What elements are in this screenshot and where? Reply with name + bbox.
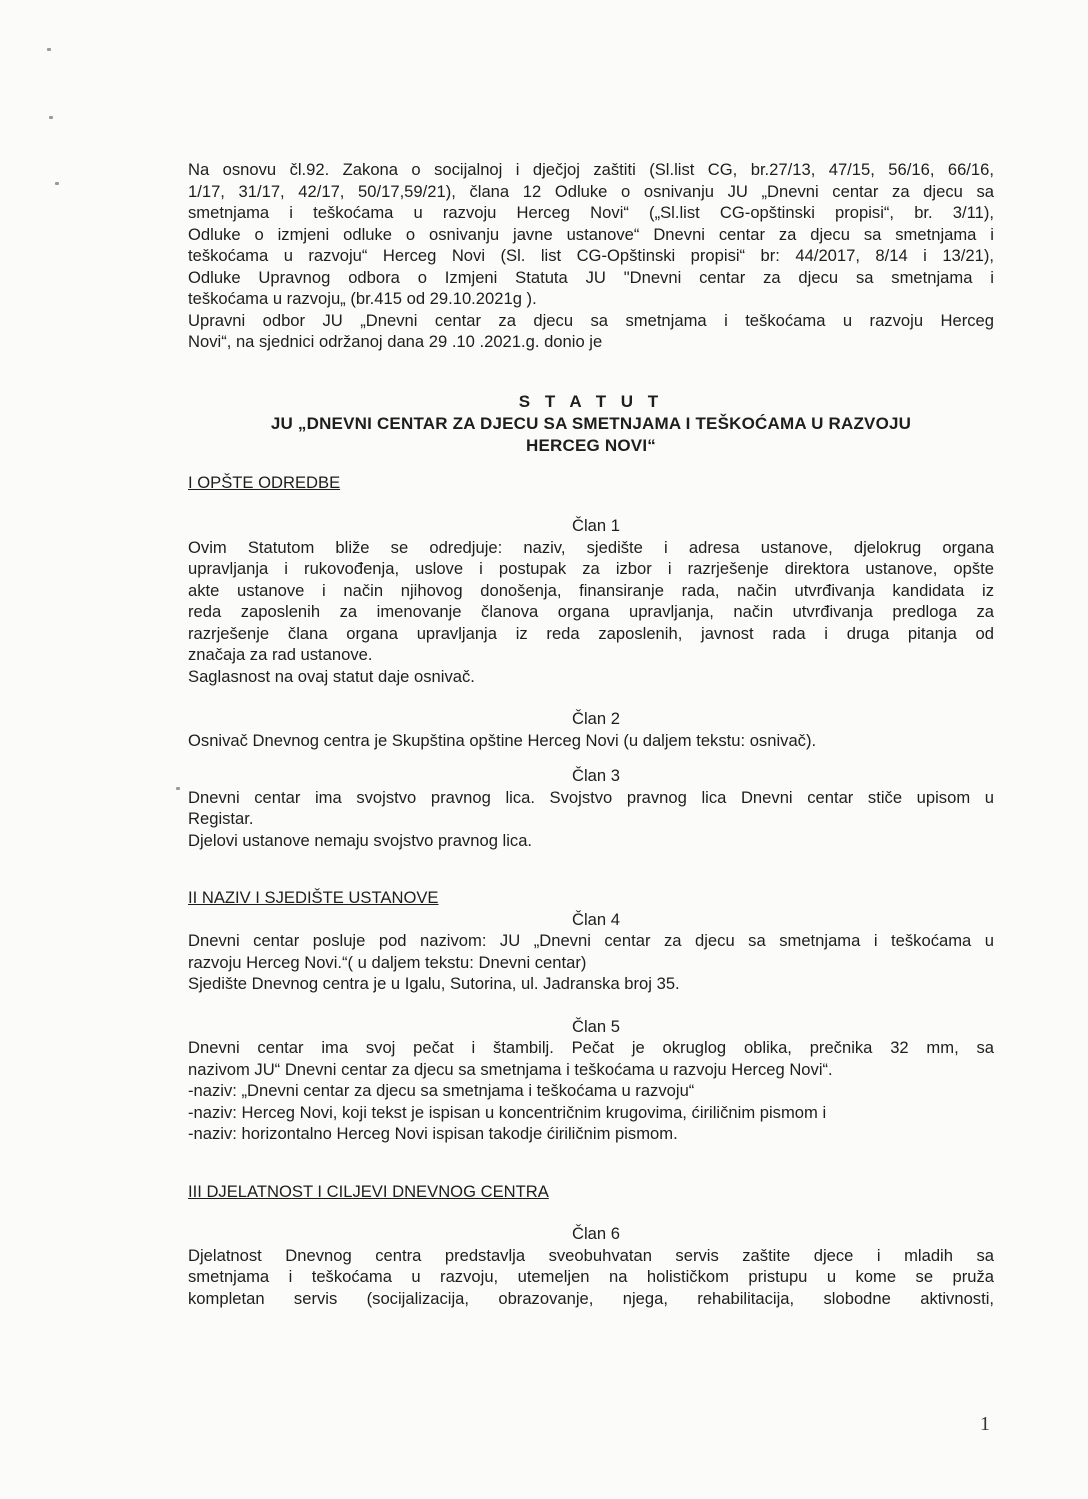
intro-line: 1/17, 31/17, 42/17, 50/17,59/21), člana 12 Odluke o osnivanju JU „Dnevni centar za djecu sa [188, 181, 994, 201]
intro-line: Odluke Upravnog odbora o Izmjeni Statuta JU "Dnevni centar za djecu sa smetnjama i [188, 267, 994, 287]
article-heading: Član 1 [572, 516, 620, 535]
scan-mark [55, 182, 59, 185]
article-line: smetnjama i teškoćama u razvoju, utemeljen na holističkom pristupu u kome se pruža [188, 1267, 994, 1286]
board-line: Novi“, na sjednici održanoj dana 29 .10 .2021.g. donio je [188, 332, 603, 351]
document-subtitle-line1: JU „DNEVNI CENTAR ZA DJECU SA SMETNJAMA I TEŠKOĆAMA U RAZVOJU [270, 413, 912, 433]
article-line: razvoju Herceg Novi.“( u daljem tekstu: Dnevni centar) [188, 952, 587, 972]
article-heading: Član 5 [572, 1016, 620, 1036]
article-1-text [188, 537, 994, 666]
article-line: Ovim Statutom bliže se odredjuje: naziv, sjedište i adresa ustanove, djelokrug organa [188, 537, 994, 557]
article-line: značaja za rad ustanove. [188, 645, 373, 664]
article-4-text [188, 930, 994, 973]
document-title: S T A T U T [518, 391, 664, 411]
intro-line: teškoćama u razvoju„ (br.415 od 29.10.2021g ). [188, 289, 537, 308]
intro-line: teškoćama u razvoju“ Herceg Novi (Sl. list CG-Opštinski propisi“ br: 44/2017, 8/14 i 13/21), [188, 246, 994, 265]
intro-line: Na osnovu čl.92. Zakona o socijalnoj i dječjoj zaštiti (Sl.list CG, br.27/13, 47/15, 56/16, 66/16, [188, 160, 994, 179]
article-5-items [188, 1080, 994, 1145]
page-number: 1 [980, 1413, 990, 1435]
article-3-text [188, 787, 994, 830]
article-line: razrješenje člana organa upravljanja iz reda zaposlenih, javnost rada i druga pitanja od [188, 623, 994, 643]
article-5-text [188, 1037, 994, 1080]
article-line: reda zaposlenih za imenovanje članova organa upravljanja, način utvrđivanja predloga za [188, 602, 994, 621]
article-line: kompletan servis (socijalizacija, obrazovanje, njega, rehabilitacija, slobodne aktivnosti, [188, 1288, 994, 1308]
section-heading: III DJELATNOST I CILJEVI DNEVNOG CENTRA [188, 1181, 549, 1201]
article-line: nazivom JU“ Dnevni centar za djecu sa smetnjama i teškoćama u razvoju Herceg Novi“. [188, 1059, 833, 1079]
article-1-consent: Saglasnost na ovaj statut daje osnivač. [188, 666, 475, 686]
list-item: -naziv: horizontalno Herceg Novi ispisan takodje ćiriličnim pismom. [188, 1124, 678, 1143]
article-3-text2: Djelovi ustanove nemaju svojstvo pravnog lica. [188, 830, 533, 850]
list-item: -naziv: „Dnevni centar za djecu sa smetnjama i teškoćama u razvoju“ [188, 1081, 695, 1100]
scan-mark [47, 48, 51, 51]
article-heading: Član 3 [572, 766, 620, 785]
article-heading: Član 2 [572, 709, 620, 728]
section-heading: II NAZIV I SJEDIŠTE USTANOVE [188, 888, 439, 907]
article-line: Djelatnost Dnevnog centra predstavlja sveobuhvatan servis zaštite djece i mladih sa [188, 1245, 994, 1265]
article-line: Dnevni centar ima svojstvo pravnog lica. Svojstvo pravnog lica Dnevni centar stiče upisom u [188, 787, 994, 807]
scan-mark [49, 116, 53, 119]
document-subtitle-line2: HERCEG NOVI“ [526, 435, 656, 455]
board-line: Upravni odbor JU „Dnevni centar za djecu sa smetnjama i teškoćama u razvoju Herceg [188, 310, 994, 330]
section-heading: I OPŠTE ODREDBE [188, 472, 341, 492]
article-heading: Član 4 [572, 909, 620, 929]
document-page [188, 159, 994, 1309]
list-item: -naziv: Herceg Novi, koji tekst je ispisan u koncentričnim krugovima, ćiriličnim pismom i [188, 1102, 827, 1122]
article-line: akte ustanove i način njihovog donošenja, finansiranje rada, način utvrđivanja kandidata iz [188, 580, 994, 600]
intro-line: Odluke o izmjeni odluke o osnivanju javne ustanove“ Dnevni centar za djecu sa smetnjama i [188, 224, 994, 244]
scan-mark [176, 787, 180, 790]
article-line: upravljanja i rukovođenja, uslove i postupak za izbor i razrješenje direktora ustanove, opšte [188, 559, 994, 578]
intro-paragraph [188, 159, 994, 310]
board-decision-paragraph [188, 310, 994, 353]
article-2-text: Osnivač Dnevnog centra je Skupština opštine Herceg Novi (u daljem tekstu: osnivač). [188, 730, 817, 750]
article-heading: Član 6 [572, 1224, 620, 1243]
article-line: Dnevni centar posluje pod nazivom: JU „Dnevni centar za djecu sa smetnjama i teškoćama u [188, 931, 994, 950]
article-line: Registar. [188, 809, 254, 828]
article-line: Dnevni centar ima svoj pečat i štambilj. Pečat je okruglog oblika, prečnika 32 mm, sa [188, 1038, 994, 1057]
article-6-text [188, 1245, 994, 1310]
intro-line: smetnjama i teškoćama u razvoju Herceg Novi“ („Sl.list CG-opštinski propisi“, br. 3/11), [188, 203, 994, 222]
article-4-text2: Sjedište Dnevnog centra je u Igalu, Sutorina, ul. Jadranska broj 35. [188, 974, 680, 993]
